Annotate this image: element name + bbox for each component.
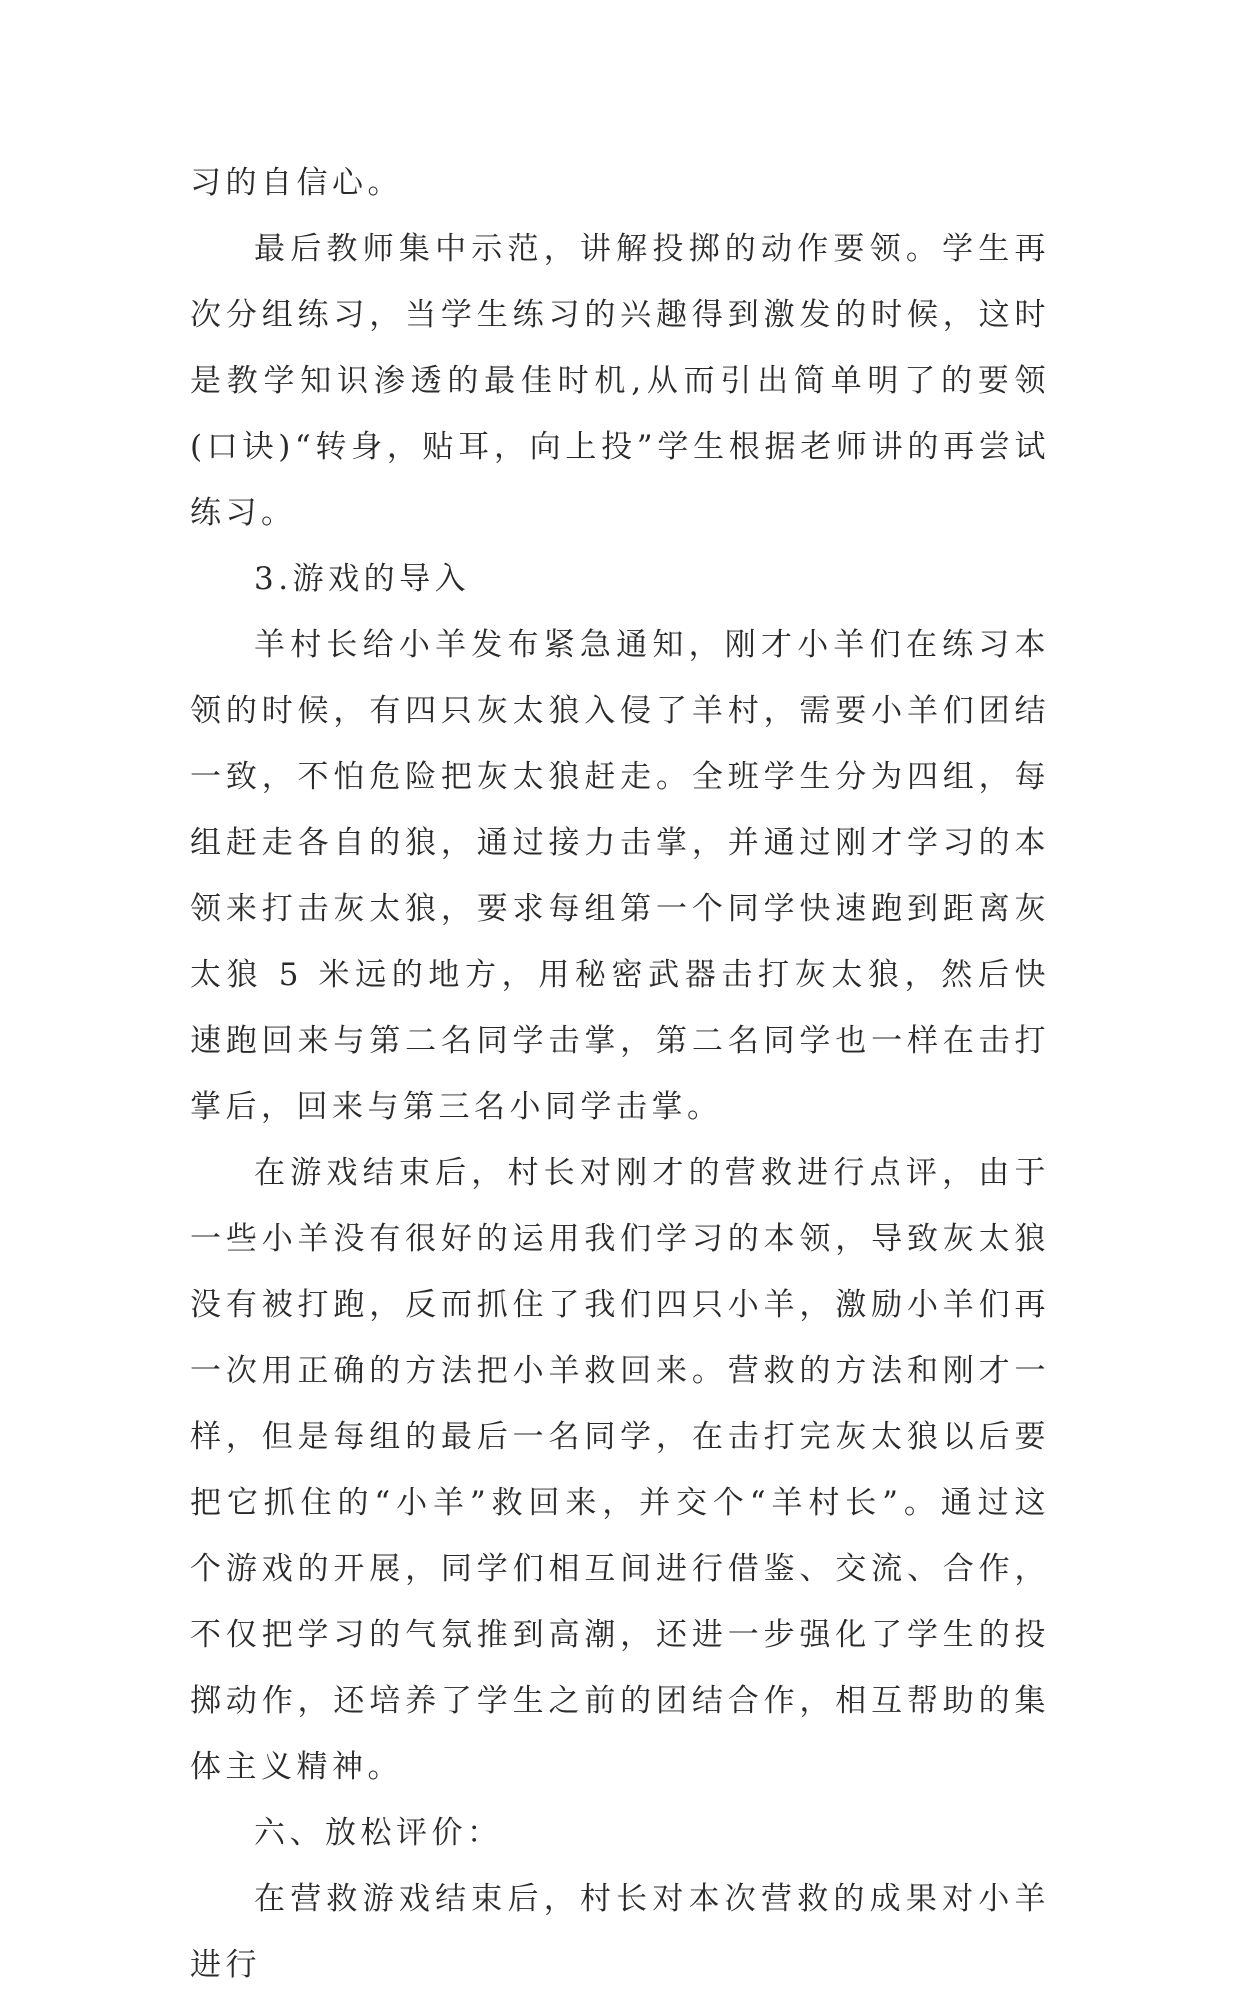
document-page — [190, 150, 1050, 1998]
section-heading-game-intro: 3.游戏的导入 — [254, 561, 471, 597]
paragraph-continuation: 习的自信心。 — [190, 165, 403, 201]
paragraph-demonstration: 最后教师集中示范，讲解投掷的动作要领。学生再次分组练习，当学生练习的兴趣得到激发的时候，这时是教学知识渗透的最佳时机,从而引出简单明了的要领(口诀)“转身，贴耳，向上投”学生根据老师讲的再尝试练习。 — [190, 231, 1050, 531]
paragraph-relax-evaluation: 在营救游戏结束后，村长对本次营救的成果对小羊进行 — [190, 1881, 1050, 1983]
paragraph-game-intro: 羊村长给小羊发布紧急通知，刚才小羊们在练习本领的时候，有四只灰太狼入侵了羊村，需要小羊们团结一致，不怕危险把灰太狼赶走。全班学生分为四组，每组赶走各自的狼，通过接力击掌，并通过刚才学习的本领来打击灰太狼，要求每组第一个同学快速跑到距离灰太狼 5 米远的地方，用秘密武器击打灰太狼，然后快速跑回来与第二名同学击掌，第二名同学也一样在击打掌后，回来与第三名小同学击掌。 — [190, 627, 1050, 1125]
paragraph-game-review: 在游戏结束后，村长对刚才的营救进行点评，由于一些小羊没有很好的运用我们学习的本领，导致灰太狼没有被打跑，反而抓住了我们四只小羊，激励小羊们再一次用正确的方法把小羊救回来。营救的方法和刚才一样，但是每组的最后一名同学，在击打完灰太狼以后要把它抓住的“小羊”救回来，并交个“羊村长”。通过这个游戏的开展，同学们相互间进行借鉴、交流、合作，不仅把学习的气氛推到高潮，还进一步强化了学生的投掷动作，还培养了学生之前的团结合作，相互帮助的集体主义精神。 — [190, 1155, 1050, 1785]
section-heading-relax-evaluation: 六、放松评价： — [254, 1815, 503, 1851]
